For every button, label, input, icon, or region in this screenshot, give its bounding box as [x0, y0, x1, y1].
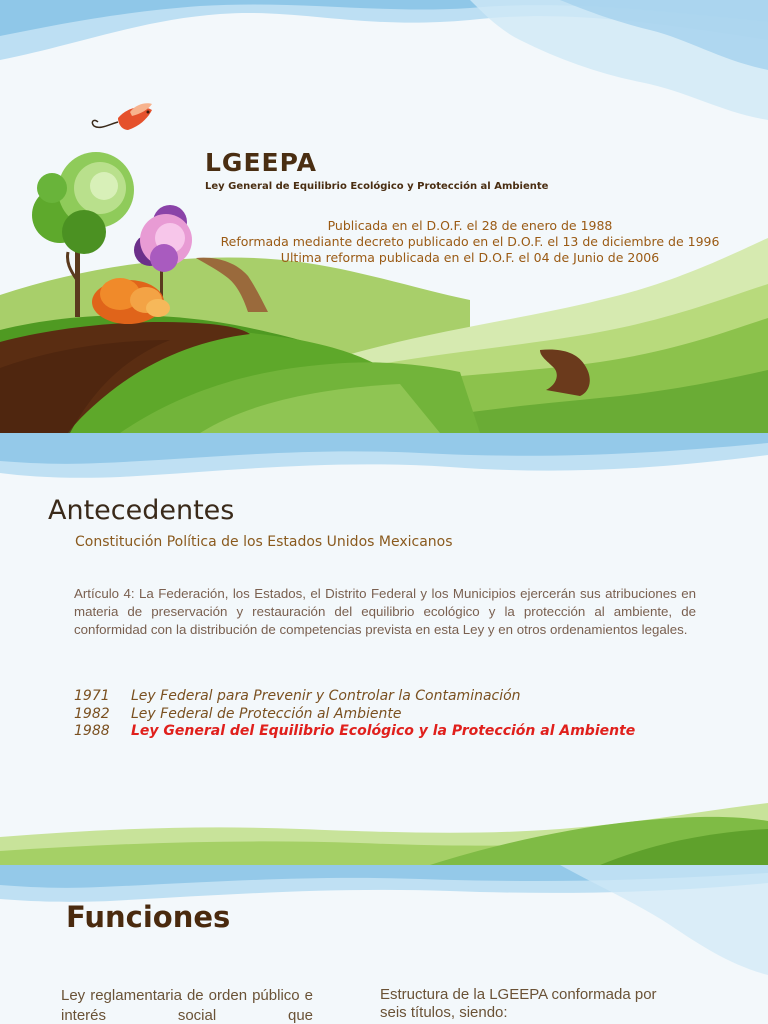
article-paragraph: Artículo 4: La Federación, los Estados, el Distrito Federal y los Municipios ejercerán sus atribuciones en materia de preservación y restauración del equilibrio ecológico y la protección al ambiente, de conformidad con la distribución de competencias prevista en esta Ley y en otros ordenamientos legales. [74, 586, 696, 637]
reform-line: Reformada mediante decreto publicado en el D.O.F. el 13 de diciembre de 1996 [220, 234, 720, 249]
slide-funciones [0, 865, 768, 1024]
history-item: 1971 Ley Federal para Prevenir y Controlar la Contaminación [74, 688, 521, 704]
slide-title [0, 0, 768, 433]
constitution-heading: Constitución Política de los Estados Unidos Mexicanos [75, 534, 453, 550]
last-reform-line: Ultima reforma publicada en el D.O.F. el 04 de Junio de 2006 [280, 250, 660, 265]
presentation-title: LGEEPA [205, 148, 317, 177]
history-item: 1988 Ley General del Equilibrio Ecológico y la Protección al Ambiente [74, 723, 636, 739]
presentation-subtitle: Ley General de Equilibrio Ecológico y Protección al Ambiente [205, 181, 549, 192]
publication-dates [190, 218, 750, 266]
landscape-illustration [0, 0, 768, 433]
history-list [74, 688, 635, 741]
left-column-text: Ley reglamentaria de orden público e interés social que [61, 987, 313, 1024]
slide-antecedentes [0, 433, 768, 865]
history-item: 1982 Ley Federal de Protección al Ambiente [74, 705, 402, 722]
right-column-text: Estructura de la LGEEPA conformada por seis títulos, siendo: [380, 986, 657, 1021]
section-title: Funciones [66, 900, 231, 934]
section-title: Antecedentes [48, 495, 235, 526]
publication-line: Publicada en el D.O.F. el 28 de enero de 1988 [327, 218, 613, 233]
